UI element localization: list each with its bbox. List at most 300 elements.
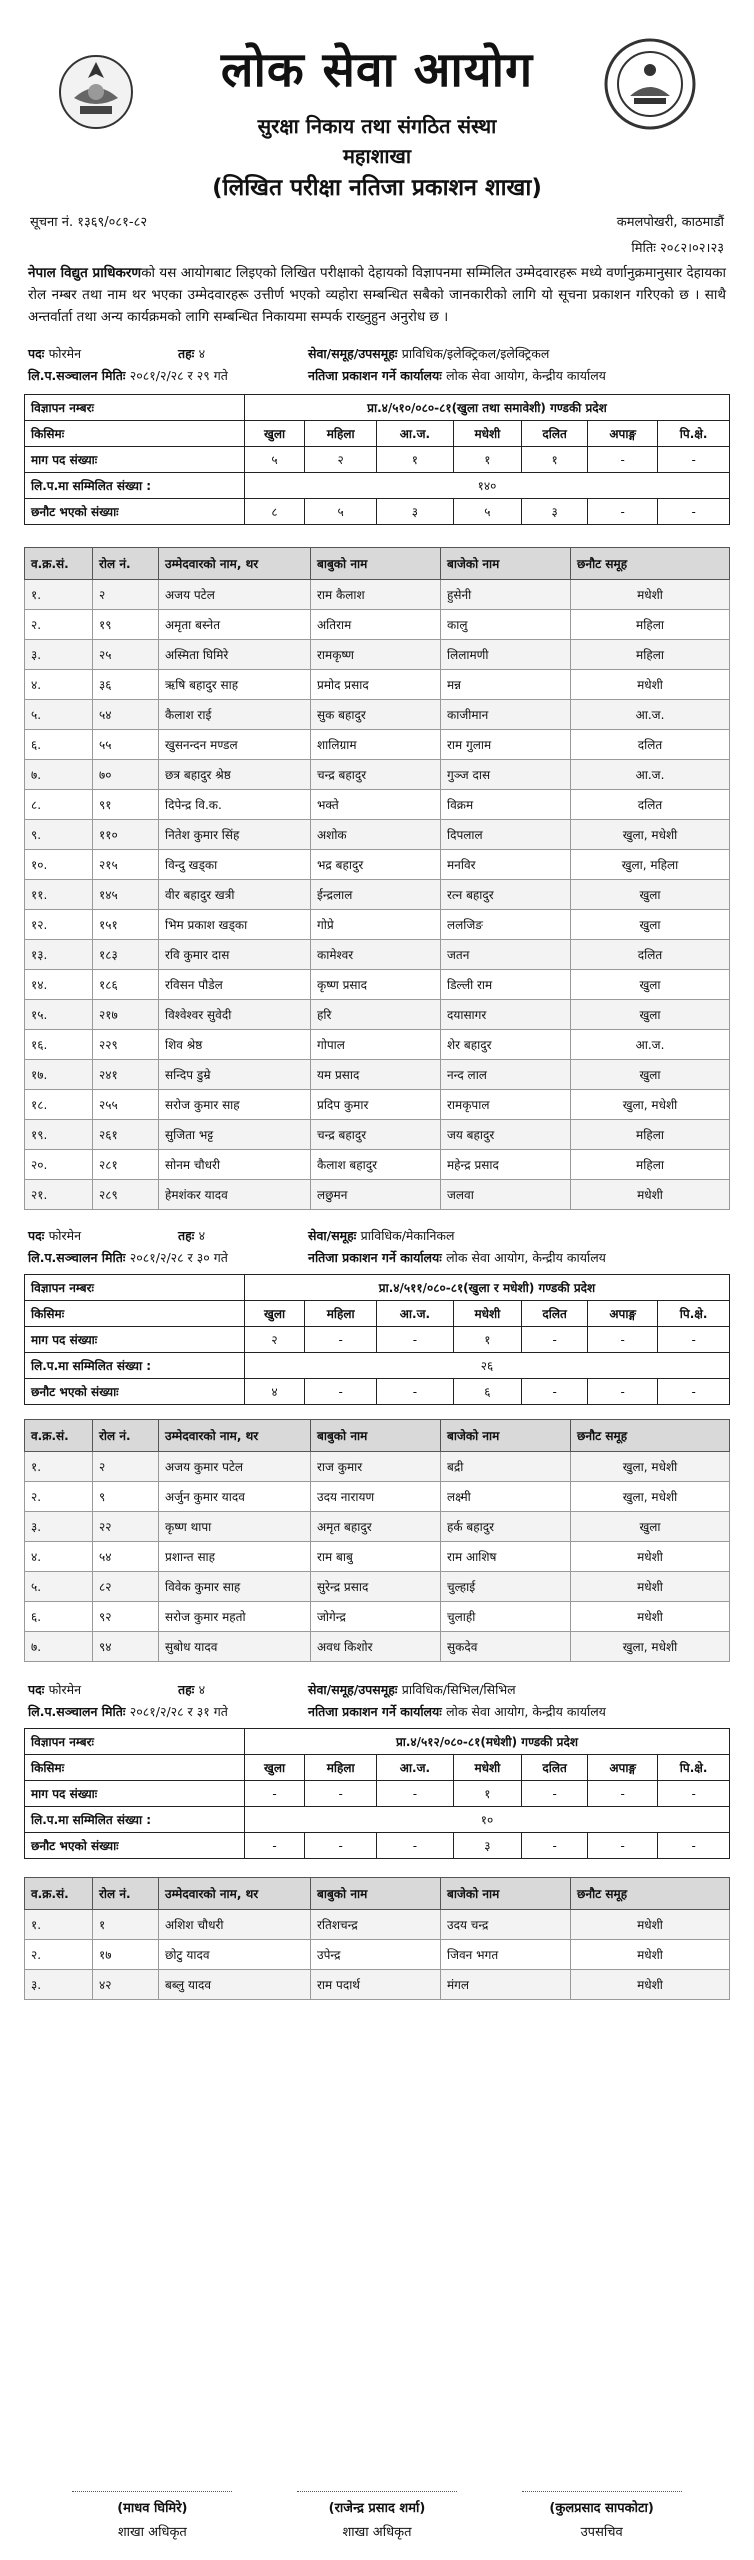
- table-cell: मधेशी: [571, 1572, 730, 1602]
- table-row: [25, 1572, 730, 1602]
- selected-cell: ५: [453, 499, 521, 525]
- table-cell: विश्वेश्वर सुवेदी: [159, 1000, 311, 1030]
- table-cell: मनविर: [441, 850, 571, 880]
- table-row: [25, 1120, 730, 1150]
- table-cell: १.: [25, 580, 93, 610]
- table-cell: उदय नारायण: [311, 1482, 441, 1512]
- table-cell: ९: [93, 1482, 159, 1512]
- post-value: फोरमेन: [48, 1681, 82, 1697]
- table-cell: २८१: [93, 1150, 159, 1180]
- table-cell: बब्लु यादव: [159, 1970, 311, 2000]
- table-cell: १.: [25, 1452, 93, 1482]
- results-column-header: बाजेको नाम: [441, 1878, 571, 1910]
- table-cell: आ.ज.: [571, 1030, 730, 1060]
- table-cell: ९.: [25, 820, 93, 850]
- adv-no-value: प्रा.४/५११/०८०-८१(खुला र मधेशी) गण्डकी प्रदेश: [245, 1275, 730, 1301]
- table-row: [25, 910, 730, 940]
- table-cell: अजय पटेल: [159, 580, 311, 610]
- table-cell: सुजिता भट्ट: [159, 1120, 311, 1150]
- adv-no-label: विज्ञापन नम्बरः: [25, 1275, 245, 1301]
- table-cell: १८.: [25, 1090, 93, 1120]
- table-cell: कृष्ण प्रसाद: [311, 970, 441, 1000]
- table-row: [25, 610, 730, 640]
- selected-label: छनौट भएको संख्याः: [25, 499, 245, 525]
- table-cell: खुला: [571, 1512, 730, 1542]
- table-cell: २८९: [93, 1180, 159, 1210]
- adv-no-label: विज्ञापन नम्बरः: [25, 1729, 245, 1755]
- table-cell: १६.: [25, 1030, 93, 1060]
- table-cell: ३.: [25, 640, 93, 670]
- advertisement-table: [24, 1728, 730, 1859]
- table-row: [25, 1910, 730, 1940]
- selected-cell: -: [588, 499, 658, 525]
- table-cell: राम कैलाश: [311, 580, 441, 610]
- table-cell: बद्री: [441, 1452, 571, 1482]
- type-label: किसिमः: [25, 1755, 245, 1781]
- table-cell: ११०: [93, 820, 159, 850]
- advertisement-table: [24, 394, 730, 525]
- date-line: [24, 1700, 730, 1722]
- office-value: लोक सेवा आयोग, केन्द्रीय कार्यालय: [446, 1249, 606, 1265]
- table-cell: दलित: [571, 940, 730, 970]
- selected-cell: ६: [453, 1379, 521, 1405]
- table-cell: खुला: [571, 970, 730, 1000]
- category-header: खुला: [245, 1755, 305, 1781]
- table-cell: २४१: [93, 1060, 159, 1090]
- sub-title-3: (लिखित परीक्षा नतिजा प्रकाशन शाखा): [212, 175, 542, 201]
- table-cell: हर्क बहादुर: [441, 1512, 571, 1542]
- results-table: [24, 1877, 730, 2000]
- table-cell: प्रदिप कुमार: [311, 1090, 441, 1120]
- results-column-header: व.क्र.सं.: [25, 1420, 93, 1452]
- table-cell: २६१: [93, 1120, 159, 1150]
- table-cell: १५१: [93, 910, 159, 940]
- table-cell: लक्ष्मी: [441, 1482, 571, 1512]
- selected-cell: -: [305, 1379, 377, 1405]
- written-date-value: २०८१/२/२८ र ३० गते: [129, 1249, 228, 1265]
- table-cell: नन्द लाल: [441, 1060, 571, 1090]
- table-cell: सरोज कुमार साह: [159, 1090, 311, 1120]
- demand-cell: १: [453, 1327, 521, 1353]
- table-cell: खुसनन्दन मण्डल: [159, 730, 311, 760]
- notice-date: मितिः २०८२।०२।२३: [631, 241, 724, 256]
- table-cell: दलित: [571, 790, 730, 820]
- table-cell: ४२: [93, 1970, 159, 2000]
- table-row: [25, 670, 730, 700]
- signature-block: [297, 2491, 457, 2540]
- table-cell: सुरेन्द्र प्रसाद: [311, 1572, 441, 1602]
- written-date-label: लि.प.सञ्चालन मितिः: [28, 1249, 126, 1265]
- results-column-header: बाजेको नाम: [441, 1420, 571, 1452]
- category-header: आ.ज.: [377, 1301, 453, 1327]
- result-section: [24, 342, 730, 1210]
- table-cell: शेर बहादुर: [441, 1030, 571, 1060]
- table-cell: ९२: [93, 1602, 159, 1632]
- attended-label: लि.प.मा सम्मिलित संख्या :: [25, 1353, 245, 1379]
- post-label: पदः: [28, 1227, 45, 1243]
- category-header: मधेशी: [453, 1755, 521, 1781]
- selected-cell: ३: [377, 499, 453, 525]
- table-row: [25, 880, 730, 910]
- table-cell: सुक बहादुर: [311, 700, 441, 730]
- table-cell: ९४: [93, 1632, 159, 1662]
- adv-no-value: प्रा.४/५१२/०८०-८१(मधेशी) गण्डकी प्रदेश: [245, 1729, 730, 1755]
- written-date-value: २०८१/२/२८ र २९ गते: [129, 367, 228, 383]
- table-cell: १४५: [93, 880, 159, 910]
- table-cell: सन्दिप डुम्रे: [159, 1060, 311, 1090]
- table-cell: खुला, मधेशी: [571, 1452, 730, 1482]
- post-value: फोरमेन: [48, 1227, 82, 1243]
- results-table: [24, 547, 730, 1210]
- result-section: [24, 1224, 730, 1662]
- table-row: [25, 640, 730, 670]
- category-header: दलित: [522, 421, 588, 447]
- table-row: [25, 1940, 730, 1970]
- results-column-header: रोल नं.: [93, 1878, 159, 1910]
- table-cell: जलवा: [441, 1180, 571, 1210]
- table-cell: प्रमोद प्रसाद: [311, 670, 441, 700]
- table-cell: रविसन पौडेल: [159, 970, 311, 1000]
- table-cell: ६.: [25, 1602, 93, 1632]
- results-column-header: रोल नं.: [93, 548, 159, 580]
- signatory-designation: उपसचिव: [580, 2525, 623, 2540]
- demand-label: माग पद संख्याः: [25, 1327, 245, 1353]
- demand-cell: -: [588, 447, 658, 473]
- table-cell: ऋषि बहादुर साह: [159, 670, 311, 700]
- table-cell: राम गुलाम: [441, 730, 571, 760]
- office-place: कमलपोखरी, काठमाडौं: [616, 215, 724, 230]
- table-row: [25, 790, 730, 820]
- level-label: तहः: [178, 345, 195, 361]
- results-column-header: बाबुको नाम: [311, 1420, 441, 1452]
- table-cell: अस्मिता घिमिरे: [159, 640, 311, 670]
- selected-cell: -: [588, 1833, 658, 1859]
- selected-cell: -: [377, 1379, 453, 1405]
- table-cell: ५.: [25, 700, 93, 730]
- demand-cell: -: [305, 1327, 377, 1353]
- service-value: प्राविधिक/सिभिल/सिभिल: [401, 1681, 516, 1697]
- table-cell: लिलामणी: [441, 640, 571, 670]
- service-label: सेवा/समूह/उपसमूहः: [308, 345, 398, 361]
- date-line: [24, 364, 730, 386]
- table-cell: कृष्ण थापा: [159, 1512, 311, 1542]
- table-cell: जोगेन्द्र: [311, 1602, 441, 1632]
- table-cell: १७.: [25, 1060, 93, 1090]
- demand-cell: -: [588, 1781, 658, 1807]
- table-cell: चुल्हाई: [441, 1572, 571, 1602]
- table-row: [25, 1060, 730, 1090]
- table-cell: ७०: [93, 760, 159, 790]
- results-column-header: छनौट समूह: [571, 1420, 730, 1452]
- office-value: लोक सेवा आयोग, केन्द्रीय कार्यालय: [446, 1703, 606, 1719]
- attended-value: २६: [245, 1353, 730, 1379]
- signatory-designation: शाखा अधिकृत: [117, 2525, 187, 2540]
- date-line: [24, 1246, 730, 1268]
- table-row: [25, 1000, 730, 1030]
- table-row: [25, 580, 730, 610]
- demand-cell: १: [522, 447, 588, 473]
- category-header: खुला: [245, 421, 305, 447]
- demand-cell: -: [377, 1781, 453, 1807]
- table-cell: रामकृष्ण: [311, 640, 441, 670]
- post-value: फोरमेन: [48, 345, 82, 361]
- table-cell: मंगल: [441, 1970, 571, 2000]
- selected-cell: -: [305, 1833, 377, 1859]
- intro-paragraph: [24, 262, 730, 328]
- table-cell: भक्ते: [311, 790, 441, 820]
- table-cell: ३६: [93, 670, 159, 700]
- selected-cell: ५: [305, 499, 377, 525]
- table-cell: ५४: [93, 700, 159, 730]
- table-row: [25, 1180, 730, 1210]
- table-cell: गुञ्ज दास: [441, 760, 571, 790]
- table-cell: खुला, मधेशी: [571, 1090, 730, 1120]
- table-row: [25, 1090, 730, 1120]
- results-column-header: व.क्र.सं.: [25, 1878, 93, 1910]
- level-label: तहः: [178, 1681, 195, 1697]
- post-label: पदः: [28, 345, 45, 361]
- selected-cell: ३: [522, 499, 588, 525]
- demand-label: माग पद संख्याः: [25, 447, 245, 473]
- table-cell: १.: [25, 1910, 93, 1940]
- table-cell: २: [93, 1452, 159, 1482]
- table-cell: १५.: [25, 1000, 93, 1030]
- demand-cell: -: [658, 1781, 730, 1807]
- post-line: [24, 1678, 730, 1700]
- org-title: लोक सेवा आयोग: [220, 42, 534, 98]
- table-cell: १२.: [25, 910, 93, 940]
- table-cell: ४.: [25, 670, 93, 700]
- table-cell: अवध किशोर: [311, 1632, 441, 1662]
- demand-cell: -: [522, 1781, 588, 1807]
- attended-label: लि.प.मा सम्मिलित संख्या :: [25, 1807, 245, 1833]
- table-cell: लछुमन: [311, 1180, 441, 1210]
- type-label: किसिमः: [25, 1301, 245, 1327]
- results-column-header: रोल नं.: [93, 1420, 159, 1452]
- post-line: [24, 342, 730, 364]
- table-cell: २२९: [93, 1030, 159, 1060]
- category-header: आ.ज.: [377, 1755, 453, 1781]
- table-cell: ९१: [93, 790, 159, 820]
- category-header: महिला: [305, 1301, 377, 1327]
- header: [24, 0, 730, 256]
- post-line: [24, 1224, 730, 1246]
- table-cell: भिम प्रकाश खड्का: [159, 910, 311, 940]
- table-cell: अमृता बस्नेत: [159, 610, 311, 640]
- table-cell: २.: [25, 1940, 93, 1970]
- demand-cell: -: [245, 1781, 305, 1807]
- table-cell: वीर बहादुर खत्री: [159, 880, 311, 910]
- office-label: नतिजा प्रकाशन गर्ने कार्यालयः: [308, 367, 442, 383]
- table-row: [25, 1542, 730, 1572]
- table-cell: २५: [93, 640, 159, 670]
- category-header: अपाङ्ग: [588, 1301, 658, 1327]
- table-cell: छोटु यादव: [159, 1940, 311, 1970]
- category-header: आ.ज.: [377, 421, 453, 447]
- demand-label: माग पद संख्याः: [25, 1781, 245, 1807]
- level-label: तहः: [178, 1227, 195, 1243]
- table-cell: ११.: [25, 880, 93, 910]
- demand-cell: -: [377, 1327, 453, 1353]
- table-cell: मधेशी: [571, 1910, 730, 1940]
- table-cell: ८२: [93, 1572, 159, 1602]
- table-cell: कैलाश राई: [159, 700, 311, 730]
- intro-org: नेपाल विद्युत प्राधिकरण: [28, 265, 142, 281]
- table-cell: छत्र बहादुर श्रेष्ठ: [159, 760, 311, 790]
- selected-label: छनौट भएको संख्याः: [25, 1833, 245, 1859]
- adv-no-label: विज्ञापन नम्बरः: [25, 395, 245, 421]
- table-cell: ५५: [93, 730, 159, 760]
- table-cell: मधेशी: [571, 580, 730, 610]
- table-cell: अमृत बहादुर: [311, 1512, 441, 1542]
- table-cell: अशिश चौधरी: [159, 1910, 311, 1940]
- table-cell: शालिग्राम: [311, 730, 441, 760]
- table-row: [25, 1030, 730, 1060]
- category-header: खुला: [245, 1301, 305, 1327]
- table-cell: नितेश कुमार सिंह: [159, 820, 311, 850]
- table-cell: भद्र बहादुर: [311, 850, 441, 880]
- selected-cell: -: [658, 1379, 730, 1405]
- selected-cell: -: [522, 1833, 588, 1859]
- results-column-header: बाजेको नाम: [441, 548, 571, 580]
- table-cell: हुसेनी: [441, 580, 571, 610]
- notice-number: सूचना नं. १३६९/०८१-८२: [30, 215, 148, 230]
- table-cell: प्रशान्त साह: [159, 1542, 311, 1572]
- adv-no-value: प्रा.४/५१०/०८०-८१(खुला तथा समावेशी) गण्डकी प्रदेश: [245, 395, 730, 421]
- table-cell: रामकृपाल: [441, 1090, 571, 1120]
- advertisement-table: [24, 1274, 730, 1405]
- category-header: मधेशी: [453, 1301, 521, 1327]
- table-cell: विवेक कुमार साह: [159, 1572, 311, 1602]
- table-cell: २१.: [25, 1180, 93, 1210]
- selected-cell: -: [245, 1833, 305, 1859]
- table-row: [25, 850, 730, 880]
- table-cell: दलित: [571, 730, 730, 760]
- category-header: मधेशी: [453, 421, 521, 447]
- table-cell: ८.: [25, 790, 93, 820]
- table-row: [25, 760, 730, 790]
- selected-cell: -: [588, 1379, 658, 1405]
- table-cell: सुबोध यादव: [159, 1632, 311, 1662]
- table-cell: शिव श्रेष्ठ: [159, 1030, 311, 1060]
- results-table: [24, 1419, 730, 1662]
- table-cell: २.: [25, 610, 93, 640]
- table-cell: महिला: [571, 610, 730, 640]
- category-header: दलित: [522, 1301, 588, 1327]
- table-cell: महिला: [571, 640, 730, 670]
- table-cell: यम प्रसाद: [311, 1060, 441, 1090]
- table-cell: ७.: [25, 760, 93, 790]
- table-cell: मन्न: [441, 670, 571, 700]
- table-cell: उपेन्द्र: [311, 1940, 441, 1970]
- table-cell: अजय कुमार पटेल: [159, 1452, 311, 1482]
- category-header: पि.क्षे.: [658, 1755, 730, 1781]
- table-row: [25, 1512, 730, 1542]
- table-row: [25, 1482, 730, 1512]
- results-column-header: उम्मेदवारको नाम, थर: [159, 548, 311, 580]
- table-cell: रतिशचन्द्र: [311, 1910, 441, 1940]
- table-cell: ललजिङ: [441, 910, 571, 940]
- table-cell: २: [93, 580, 159, 610]
- table-row: [25, 1970, 730, 2000]
- service-label: सेवा/समूहः: [308, 1227, 357, 1243]
- table-cell: राम पदार्थ: [311, 1970, 441, 2000]
- table-cell: खुला, मधेशी: [571, 820, 730, 850]
- table-cell: राज कुमार: [311, 1452, 441, 1482]
- demand-cell: -: [305, 1781, 377, 1807]
- sub-title-1: सुरक्षा निकाय तथा संगठित संस्था: [257, 114, 497, 138]
- table-cell: १४.: [25, 970, 93, 1000]
- table-cell: मधेशी: [571, 1940, 730, 1970]
- table-cell: काजीमान: [441, 700, 571, 730]
- table-cell: २१७: [93, 1000, 159, 1030]
- table-cell: गोप्रे: [311, 910, 441, 940]
- signatures: [0, 2491, 754, 2540]
- level-value: ४: [198, 345, 206, 361]
- selected-label: छनौट भएको संख्याः: [25, 1379, 245, 1405]
- table-cell: अतिराम: [311, 610, 441, 640]
- table-cell: रवि कुमार दास: [159, 940, 311, 970]
- table-cell: दिपलाल: [441, 820, 571, 850]
- table-cell: जय बहादुर: [441, 1120, 571, 1150]
- table-cell: १०.: [25, 850, 93, 880]
- table-cell: आ.ज.: [571, 700, 730, 730]
- table-cell: दयासागर: [441, 1000, 571, 1030]
- selected-cell: ४: [245, 1379, 305, 1405]
- results-column-header: व.क्र.सं.: [25, 548, 93, 580]
- table-cell: २५५: [93, 1090, 159, 1120]
- table-cell: जिवन भगत: [441, 1940, 571, 1970]
- selected-cell: -: [658, 499, 730, 525]
- attended-value: १४०: [245, 473, 730, 499]
- table-cell: १९.: [25, 1120, 93, 1150]
- table-cell: मधेशी: [571, 1542, 730, 1572]
- demand-cell: -: [658, 1327, 730, 1353]
- type-label: किसिमः: [25, 421, 245, 447]
- table-cell: ७.: [25, 1632, 93, 1662]
- table-cell: राम बाबु: [311, 1542, 441, 1572]
- table-cell: १७: [93, 1940, 159, 1970]
- demand-cell: १: [453, 1781, 521, 1807]
- table-cell: अशोक: [311, 820, 441, 850]
- table-cell: सुकदेव: [441, 1632, 571, 1662]
- table-cell: जतन: [441, 940, 571, 970]
- table-cell: ४.: [25, 1542, 93, 1572]
- signature-block: [72, 2491, 232, 2540]
- table-cell: खुला, महिला: [571, 850, 730, 880]
- table-cell: चन्द्र बहादुर: [311, 760, 441, 790]
- signatory-name: (राजेन्द्र प्रसाद शर्मा): [297, 2491, 457, 2516]
- table-cell: खुला: [571, 910, 730, 940]
- table-cell: १८६: [93, 970, 159, 1000]
- table-cell: ३.: [25, 1970, 93, 2000]
- table-cell: डिल्ली राम: [441, 970, 571, 1000]
- service-label: सेवा/समूह/उपसमूहः: [308, 1681, 398, 1697]
- table-cell: ६.: [25, 730, 93, 760]
- results-column-header: उम्मेदवारको नाम, थर: [159, 1878, 311, 1910]
- category-header: पि.क्षे.: [658, 421, 730, 447]
- table-cell: ईन्द्रलाल: [311, 880, 441, 910]
- selected-cell: -: [658, 1833, 730, 1859]
- table-cell: मधेशी: [571, 670, 730, 700]
- table-cell: विक्रम: [441, 790, 571, 820]
- signatory-name: (कुलप्रसाद सापकोटा): [522, 2491, 682, 2516]
- demand-cell: -: [522, 1327, 588, 1353]
- signatory-designation: शाखा अधिकृत: [342, 2525, 412, 2540]
- category-header: अपाङ्ग: [588, 421, 658, 447]
- demand-cell: २: [245, 1327, 305, 1353]
- table-cell: खुला, मधेशी: [571, 1632, 730, 1662]
